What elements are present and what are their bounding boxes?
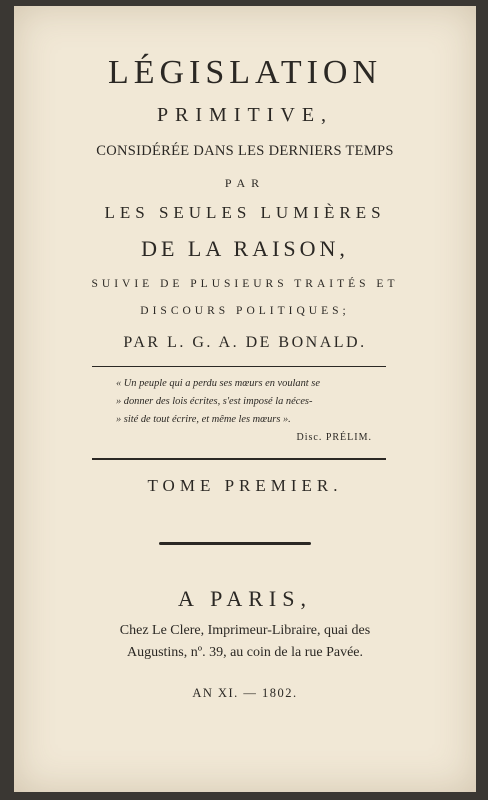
subtitle-primitive: PRIMITIVE, xyxy=(156,104,334,126)
subtitle-par: PAR xyxy=(224,176,266,190)
epigraph-line: » donner des lois écrites, s'est imposé la néces- xyxy=(116,396,313,407)
epigraph-top-rule xyxy=(92,366,386,367)
epigraph xyxy=(116,375,372,447)
subtitle-traites: SUIVIE DE PLUSIEURS TRAITÉS ET xyxy=(91,278,399,290)
subtitle-raison: DE LA RAISON, xyxy=(141,236,349,261)
volume-label: TOME PREMIER. xyxy=(147,476,343,495)
imprint-publisher-line2: Augustins, nº. 39, au coin de la rue Pavée. xyxy=(126,645,364,660)
imprint-place: A PARIS, xyxy=(177,586,312,611)
ornamental-rule xyxy=(159,542,311,545)
epigraph-bottom-rule xyxy=(92,458,386,460)
imprint-publisher-line1: Chez Le Clere, Imprimeur-Libraire, quai des xyxy=(119,623,371,638)
book-title: LÉGISLATION xyxy=(107,54,383,91)
author-line: PAR L. G. A. DE BONALD. xyxy=(123,334,367,351)
subtitle-discours: DISCOURS POLITIQUES; xyxy=(140,305,350,317)
epigraph-line: » sité de tout écrire, et même les mœurs ». xyxy=(116,414,291,425)
imprint-date: AN XI. — 1802. xyxy=(192,686,298,700)
subtitle-consideree: CONSIDÉRÉE DANS LES DERNIERS TEMPS xyxy=(96,143,394,159)
title-page xyxy=(14,6,476,792)
epigraph-source: Disc. PRÉLIM. xyxy=(296,432,372,443)
epigraph-line: « Un peuple qui a perdu ses mœurs en voulant se xyxy=(116,378,320,389)
subtitle-lumieres: LES SEULES LUMIÈRES xyxy=(104,203,386,222)
